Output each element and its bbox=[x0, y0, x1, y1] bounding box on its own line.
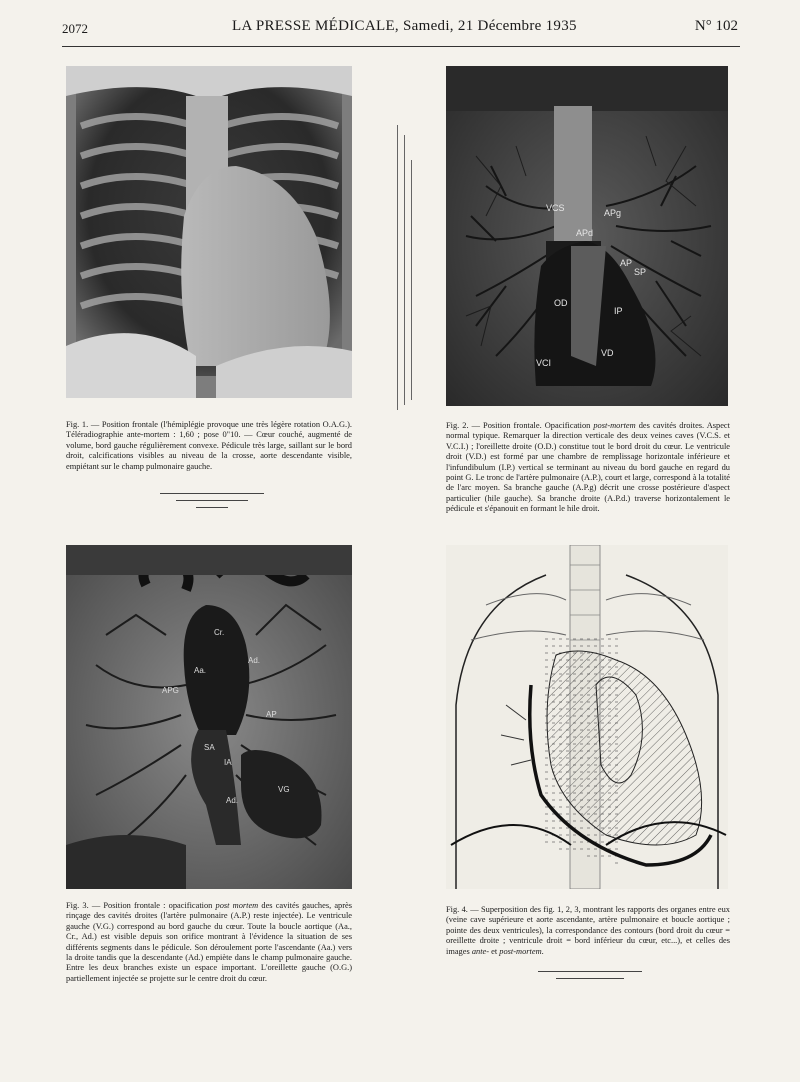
fig2-label-ip: IP bbox=[614, 306, 623, 316]
fig2-label-vci: VCI bbox=[536, 358, 552, 368]
page-header bbox=[62, 18, 740, 47]
caption-text: — Position frontale (l'hémiplégie provoque une très légère rotation O.A.G.). Téléradiographie ante-mortem : 1,60 ; pose 0"10. — Cœur couché, augmenté de volume, bord gauche régulièrement convexe. Pédicule très large, saillant sur le bord droit, calcifications visibles au niveau de la crosse, aorte descendante visible, empiétant sur le champ pulmonaire gauche. bbox=[66, 420, 352, 471]
fig2-label-vd: VD bbox=[601, 348, 614, 358]
caption-rule bbox=[176, 500, 248, 501]
fig2-label-sp: SP bbox=[634, 267, 647, 277]
caption-label: Fig. 2. bbox=[446, 421, 469, 430]
journal-title: LA PRESSE MÉDICALE, Samedi, 21 Décembre 1935 bbox=[232, 18, 577, 34]
column-rule bbox=[411, 160, 412, 400]
column-rule bbox=[404, 135, 405, 405]
caption-rule bbox=[160, 493, 264, 494]
fig2-label-apg: APg bbox=[604, 208, 622, 218]
fig3-label-ad-top: Ad. bbox=[248, 656, 261, 665]
figure-4-superposition-drawing bbox=[446, 545, 728, 889]
fig3-label-vg: VG bbox=[278, 785, 290, 794]
page-number: 2072 bbox=[62, 21, 88, 36]
fig3-label-ia: IA bbox=[224, 758, 232, 767]
caption-rule bbox=[196, 507, 228, 508]
figure-2-radiograph bbox=[446, 66, 728, 406]
fig3-label-apg: APG bbox=[162, 686, 179, 695]
fig2-label-vcs: VCS bbox=[546, 203, 565, 213]
fig2-label-od: OD bbox=[554, 298, 568, 308]
caption-label: Fig. 1. bbox=[66, 420, 89, 429]
fig3-label-aa: Aa. bbox=[194, 666, 207, 675]
figure-1-radiograph bbox=[66, 66, 352, 398]
figure-1-caption bbox=[66, 420, 352, 472]
fig2-label-apd: APd bbox=[576, 228, 594, 238]
column-rule bbox=[397, 125, 398, 410]
fig3-label-ad: Ad. bbox=[226, 796, 239, 805]
fig2-label-ap: AP bbox=[620, 258, 633, 268]
figure-4-caption: Fig. 4. — Superposition des fig. 1, 2, 3, montrant les rapports des organes entre eux (veine cave supérieure et aorte ascendante, artère pulmonaire et boucle aortique ; pointe des deux ventricules), la correspondance des contours (bord droit du cœur = oreillette droite ; ventricule droit = bord inférieur du cœur, etc...), et celles des images ante- et post-mortem. bbox=[446, 905, 730, 956]
issue-number: N° 102 bbox=[694, 18, 738, 34]
caption-label: Fig. 4. bbox=[446, 905, 468, 914]
figure-2-caption: Fig. 2. — Position frontale. Opacification post-mortem des cavités droites. Aspect normal typique. Remarquer la direction verticale des deux veines caves (V.C.S. et V.C.I.) ; l'oreillette droite (O.D.) constitue tout le bord droit du cœur. Le ventricule droit (V.D.) est formé par une chambre de remplissage horizontale inférieure et l'infundibulum (I.P.) vertical se terminant au niveau du bord gauche en regard du point G. Le tronc de l'artère pulmonaire (A.P.), court et large, correspond à la totalité de l'arc moyen. Sa branche gauche (A.P.g) décrit une crosse postérieure d'aspect particulier (hile gauche). Sa branche droite (A.P.d.) traverse horizontalement le pédicule et s'épanouit en formant le hile droit. bbox=[446, 421, 730, 514]
caption-rule bbox=[538, 971, 642, 972]
fig3-label-sa: SA bbox=[204, 743, 215, 752]
caption-rule bbox=[556, 978, 624, 979]
fig3-label-ap: AP bbox=[266, 710, 277, 719]
figure-3-radiograph bbox=[66, 545, 352, 889]
caption-label: Fig. 3. bbox=[66, 901, 89, 910]
figure-3-caption: Fig. 3. — Position frontale : opacification post mortem des cavités gauches, après rinçage des cavités droites (l'artère pulmonaire (A.P.) reste injectée). Le ventricule gauche (V.G.) correspond au bord gauche du cœur. Toute la boucle aortique (Aa., Cr., Ad.) est visible depuis son orifice montrant à l'évidence la situation de ses différents segments dans le pédicule. Son déroulement porte l'ascendante (Aa.) vers la droite tandis que la descendante (Ad.) empiète dans le champ pulmonaire gauche. Entre les deux branches existe un espace important. L'oreillette gauche (O.G.) partiellement injectée se projette sur le centre droit du cœur. bbox=[66, 901, 352, 983]
fig3-label-cr: Cr. bbox=[214, 628, 225, 637]
